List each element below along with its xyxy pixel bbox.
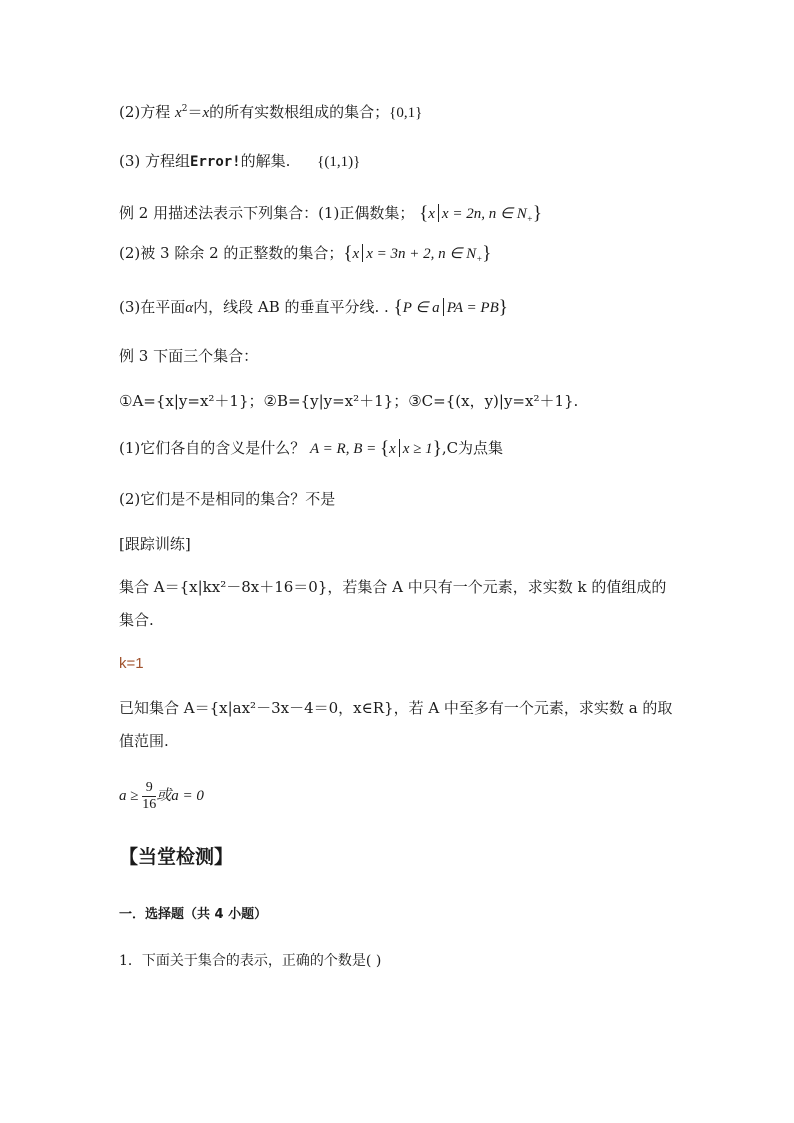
answer-text: a ≥	[119, 788, 143, 804]
fraction	[142, 780, 156, 813]
line-problem-1-cont: 集合.	[119, 611, 154, 629]
set-var: x	[389, 441, 396, 457]
set-var: x	[352, 246, 360, 262]
line-equation-system	[119, 151, 360, 172]
text: 的解集.	[240, 152, 291, 170]
text: 的所有实数根组成的集合；	[209, 103, 390, 121]
answer-set: {P ∈ a PA = PB}	[393, 297, 508, 318]
math-x: x	[202, 105, 210, 121]
answer-text: A = R, B =	[310, 441, 380, 457]
line-problem-2: 已知集合 A＝{x|ax²－3x－4＝0，x∈R}，若 A 中至多有一个元素，求实数 a 的取	[119, 699, 673, 717]
math-alpha: α	[185, 300, 194, 316]
text: 例 2 用描述法表示下列集合：(1)正偶数集；	[119, 204, 415, 222]
line-answer-k: k=1	[119, 655, 144, 672]
set-var: P ∈ a	[402, 300, 440, 316]
fraction-denominator: 16	[142, 796, 157, 812]
text: (1)它们各自的含义是什么？	[119, 439, 311, 457]
line-answer-a	[119, 778, 204, 813]
text: (2)方程	[119, 103, 176, 121]
line-tracking-training: [跟踪训练]	[119, 535, 191, 553]
set-cond: x = 3n + 2, n ∈ N	[366, 246, 477, 262]
set-cond: PA = PB	[446, 300, 499, 316]
set-cond: x ≥ 1	[402, 441, 433, 457]
answer-set: {x x ≥ 1}	[380, 438, 442, 459]
line-example-2	[119, 203, 542, 229]
section-subheading: 一．选择题（共 4 小题）	[119, 907, 268, 922]
text: (3)在平面	[119, 298, 186, 316]
answer-set: {x x = 3n + 2, n ∈ $N_+$}	[343, 243, 492, 264]
line-meaning	[119, 438, 503, 459]
math-eq: ＝	[187, 103, 203, 121]
math-exp: 2	[181, 104, 188, 114]
set-var: x	[428, 206, 435, 222]
text: 内，线段 AB 的垂直平分线. .	[193, 298, 394, 316]
answer-set: {0,1}	[389, 105, 423, 121]
question-1: 1．下面关于集合的表示，正确的个数是( )	[119, 953, 382, 969]
answer-set: {x x = 2n, n ∈ $N_+$}	[419, 203, 542, 224]
text: (3) 方程组	[119, 152, 191, 170]
line-remainder-set	[119, 243, 491, 269]
line-perpendicular-bisector	[119, 297, 508, 318]
answer-text: ,C为点集	[441, 439, 504, 457]
set-sub: +	[526, 214, 533, 224]
math-x: x	[175, 105, 182, 121]
set-cond: x = 2n, n ∈ N	[441, 206, 527, 222]
text: (2)被 3 除余 2 的正整数的集合；	[119, 244, 344, 262]
line-equation-roots	[119, 99, 422, 123]
section-heading: 【当堂检测】	[119, 846, 234, 868]
line-example-3: 例 3 下面三个集合：	[119, 347, 259, 365]
answer-text: 或a = 0	[156, 788, 204, 804]
line-problem-2-cont: 值范围.	[119, 732, 169, 750]
line-same-set: (2)它们是不是相同的集合？不是	[119, 490, 336, 508]
error-text: Error!	[190, 154, 241, 170]
fraction-numerator: 9	[142, 780, 156, 797]
set-sub: +	[476, 254, 483, 264]
answer-set: {(1,1)}	[317, 154, 361, 170]
line-three-sets: ①A={x|y=x²＋1}；②B={y|y=x²＋1}；③C={(x，y)|y=x²＋1}.	[119, 392, 579, 410]
line-problem-1: 集合 A＝{x|kx²－8x＋16＝0}，若集合 A 中只有一个元素，求实数 k 的值组成的	[119, 578, 667, 596]
